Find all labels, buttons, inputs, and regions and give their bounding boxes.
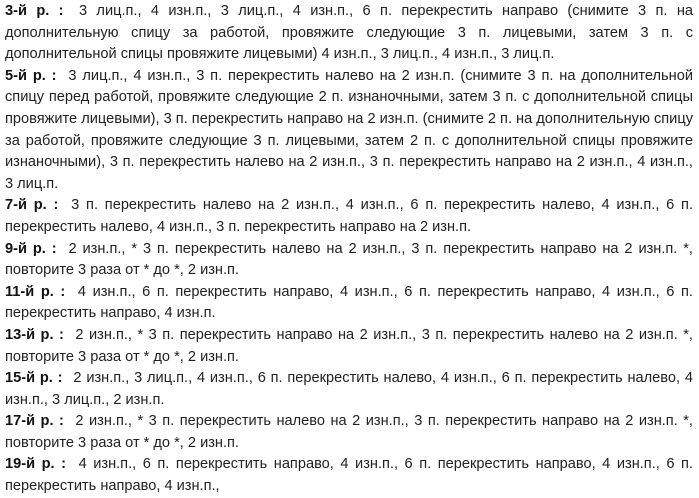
row-label: 17-й р. : bbox=[5, 413, 64, 430]
row-text: 2 изн.п., * 3 п. перекрестить направо на 2 изн.п., 3 п. перекрестить налево на 2 изн.п. *, повторите 3 раза от * до *, 2 изн.п. bbox=[5, 326, 693, 365]
row-label: 19-й р. : bbox=[5, 456, 66, 473]
row-11-instruction bbox=[5, 282, 693, 325]
row-3-instruction bbox=[5, 1, 693, 66]
row-text: 3 п. перекрестить налево на 2 изн.п., 4 изн.п., 6 п. перекрестить налево, 4 изн.п., 6 п. перекрестить налево, 4 изн.п., 3 п. перекрестить направо на 2 изн.п. bbox=[5, 197, 694, 235]
row-text: 4 изн.п., 6 п. перекрестить направо, 4 изн.п., 6 п. перекрестить направо, 4 изн.п., 6 п. перекрестить направо, 4 изн.п., bbox=[5, 456, 693, 495]
row-label: 3-й р. : bbox=[5, 3, 64, 19]
row-17-instruction bbox=[5, 411, 693, 454]
row-text: 3 лиц.п., 4 изн.п., 3 лиц.п., 4 изн.п., 6 п. перекрестить направо (снимите 3 п. на дополнительную спицу за работой, провяжите следующие 3 п. лицевыми, затем 3 п. с дополнительной спицы провяжите лицевыми) 4 изн.п., 3 лиц.п., 4 изн.п., 3 лиц.п. bbox=[5, 3, 694, 63]
row-label: 13-й р. : bbox=[5, 326, 64, 343]
row-label: 5-й р. : bbox=[5, 67, 57, 84]
row-7-instruction bbox=[5, 195, 693, 238]
row-label: 11-й р. : bbox=[5, 283, 66, 300]
row-label: 9-й р. : bbox=[5, 240, 57, 257]
row-label: 15-й р. : bbox=[5, 370, 63, 387]
row-19-instruction bbox=[5, 454, 693, 497]
row-13-instruction bbox=[5, 325, 693, 368]
row-9-instruction bbox=[5, 239, 693, 282]
row-text: 2 изн.п., * 3 п. перекрестить налево на 2 изн.п., 3 п. перекрестить направо на 2 изн.п. *, повторите 3 раза от * до *, 2 изн.п. bbox=[5, 413, 693, 451]
row-text: 2 изн.п., * 3 п. перекрестить налево на 2 изн.п., 3 п. перекрестить направо на 2 изн.п. *, повторите 3 раза от * до *, 2 изн.п. bbox=[5, 240, 693, 279]
row-15-instruction bbox=[5, 368, 693, 411]
row-text: 4 изн.п., 6 п. перекрестить направо, 4 изн.п., 6 п. перекрестить направо, 4 изн.п., 6 п. перекрестить направо, 4 изн.п. bbox=[5, 283, 693, 322]
row-text: 2 изн.п., 3 лиц.п., 4 изн.п., 6 п. перекрестить налево, 4 изн.п., 6 п. перекрестить налево, 4 изн.п., 3 лиц.п., 2 изн.п. bbox=[5, 370, 693, 408]
row-text: 3 лиц.п., 4 изн.п., 3 п. перекрестить налево на 2 изн.п. (снимите 3 п. на дополнительной спицу перед работой, провяжите следующие 2 п. изнаночными, затем 3 п. с дополнительной спицы провяжите лицевыми), 3 п. перекрестить направо на 2 изн.п. (снимите 2 п. на дополнительную спицу за работой, провяжите следующие 3 п. лицевыми, затем 2 п. с дополнительной спицы провяжите изнаночными), 3 п. перекрестить налево на 2 изн.п., 3 п. перекрестить направо на 2 изн.п., 4 изн.п., 3 лиц.п. bbox=[5, 67, 693, 192]
row-5-instruction bbox=[5, 66, 693, 196]
row-label: 7-й р. : bbox=[5, 197, 59, 214]
